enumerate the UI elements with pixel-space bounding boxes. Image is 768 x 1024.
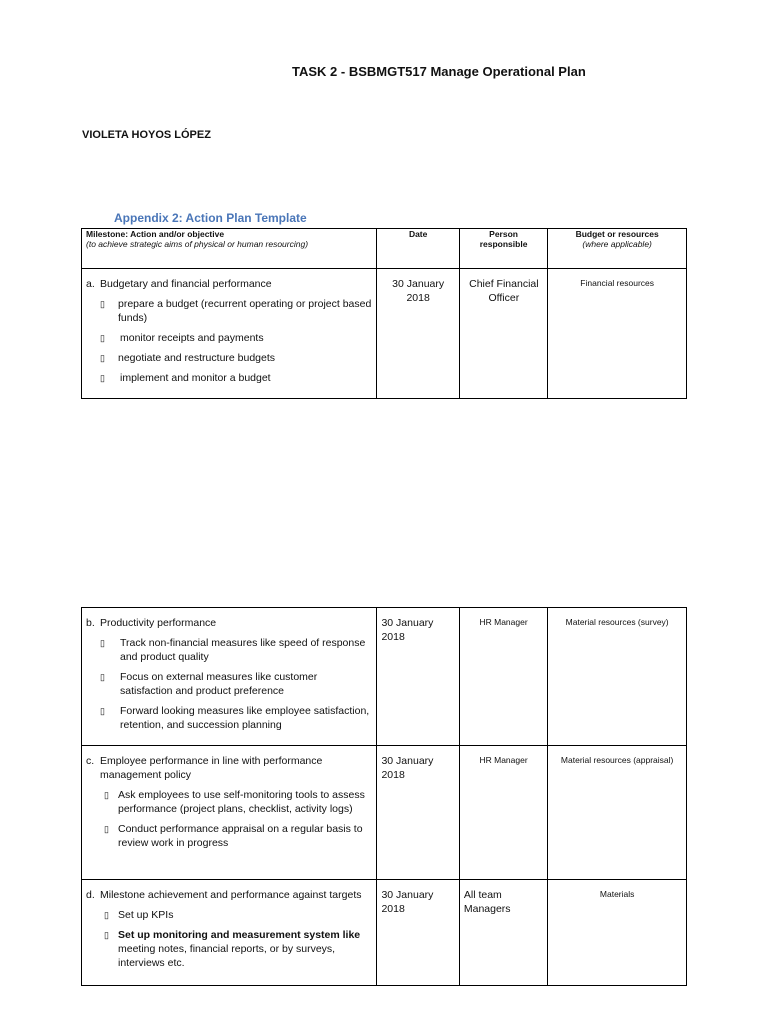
document-title: TASK 2 - BSBMGT517 Manage Operational Plan [292,64,586,79]
milestone-title: Milestone achievement and performance against targets [100,889,362,901]
milestone-cell [82,746,377,880]
list-item: ▯ negotiate and restructure budgets [100,352,276,364]
list-item: ▯ Set up KPIs [104,909,174,921]
author-name: VIOLETA HOYOS LÓPEZ [82,129,211,141]
milestone-letter: c. [86,755,95,767]
milestone-items [86,788,372,850]
budget-cell: Material resources (appraisal) [548,746,687,880]
person-cell: All team Managers [459,880,547,986]
date-cell: 30 January 2018 [377,880,459,986]
table-row [82,746,687,880]
list-item: ▯ prepare a budget (recurrent operating or project based funds) [100,298,372,324]
checkbox-icon: ▯ [100,353,105,363]
list-item: ▯ Conduct performance appraisal on a regular basis to review work in progress [104,823,363,849]
person-cell: HR Manager [459,608,547,746]
list-item: ▯ Focus on external measures like customer satisfaction and product preference [100,671,318,697]
header-date: Date [377,229,459,269]
checkbox-icon: ▯ [100,672,105,682]
budget-cell: Materials [548,880,687,986]
milestone-items [86,908,372,970]
checkbox-icon: ▯ [100,638,105,648]
appendix-heading: Appendix 2: Action Plan Template [114,211,307,225]
checkbox-icon: ▯ [100,299,105,309]
header-person: Person responsible [459,229,547,269]
milestone-letter: b. [86,617,95,629]
milestone-title: Budgetary and financial performance [100,278,272,290]
list-item: ▯ Set up monitoring and measurement system like meeting notes, financial reports, or by surveys, interviews etc. [104,929,361,969]
milestone-cell [82,269,377,399]
action-plan-table-2 [81,607,687,986]
table-row [82,880,687,986]
table-header-row [82,229,687,269]
list-item: ▯ Forward looking measures like employee satisfaction, retention, and succession planning [100,705,370,731]
list-item: ▯ Track non-financial measures like speed of response and product quality [100,637,366,663]
table-row [82,269,687,399]
milestone-cell [82,608,377,746]
checkbox-icon: ▯ [104,790,109,800]
header-milestone: Milestone: Action and/or objective (to achieve strategic aims of physical or human resourcing) [82,229,377,269]
budget-cell: Financial resources [548,269,687,399]
checkbox-icon: ▯ [104,824,109,834]
table-row [82,608,687,746]
milestone-title: Productivity performance [100,617,217,629]
milestone-letter: a. [86,278,95,290]
milestone-items [86,297,372,385]
action-plan-table-1 [81,228,687,399]
list-item: ▯ implement and monitor a budget [100,372,271,384]
list-item: ▯ Ask employees to use self-monitoring tools to assess performance (project plans, checklist, activity logs) [104,789,365,815]
person-cell: HR Manager [459,746,547,880]
header-budget: Budget or resources (where applicable) [548,229,687,269]
person-cell: Chief Financial Officer [459,269,547,399]
milestone-cell [82,880,377,986]
checkbox-icon: ▯ [104,930,109,940]
budget-cell: Material resources (survey) [548,608,687,746]
checkbox-icon: ▯ [104,910,109,920]
date-cell: 30 January 2018 [377,746,459,880]
checkbox-icon: ▯ [100,706,105,716]
date-cell: 30 January 2018 [377,608,459,746]
milestone-title: Employee performance in line with performance management policy [100,755,323,781]
list-item: ▯ monitor receipts and payments [100,332,264,344]
milestone-letter: d. [86,889,95,901]
date-cell: 30 January 2018 [377,269,459,399]
checkbox-icon: ▯ [100,333,105,343]
milestone-items [86,636,372,732]
checkbox-icon: ▯ [100,373,105,383]
